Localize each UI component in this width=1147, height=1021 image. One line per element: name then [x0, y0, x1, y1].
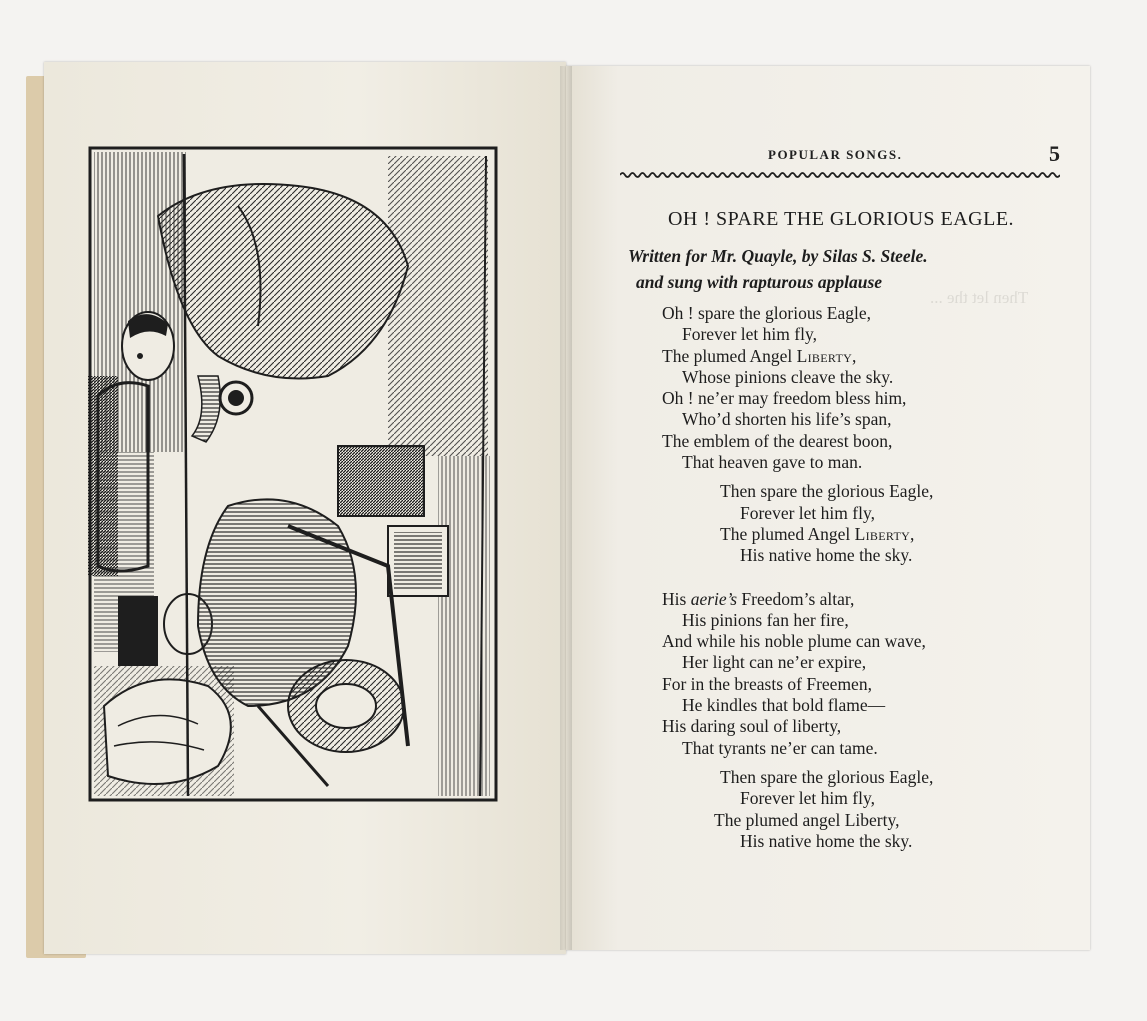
verse-line: And while his noble plume can wave, [662, 631, 926, 652]
bleed-through: Then let the ... [930, 288, 1029, 307]
wavy-rule [620, 171, 1060, 179]
verse-line [662, 346, 1086, 367]
book-gutter [560, 66, 572, 950]
verse-text: Freedom’s altar, [737, 588, 855, 609]
verse-text: His [662, 588, 691, 609]
verse-small-caps: Liberty [796, 345, 853, 366]
song-byline-note: and sung with rapturous applause [636, 272, 883, 292]
verse-line: His pinions fan her fire, [682, 609, 849, 630]
song-byline: Written for Mr. Quayle, by Silas S. Steele. [628, 246, 928, 266]
verse-text: , [910, 523, 915, 544]
verse-line: Whose pinions cleave the sky. [682, 366, 894, 387]
verse-line: Oh ! spare the glorious Eagle, [662, 303, 871, 323]
verse-line [662, 589, 1086, 610]
woodcut-illustration [88, 146, 498, 802]
stanza-2 [596, 589, 1086, 759]
verse-text: The plumed Angel [662, 345, 797, 366]
chorus-line: The plumed angel Liberty, [714, 809, 900, 830]
verse-line: Who’d shorten his life’s span, [682, 409, 892, 430]
chorus-line: Then spare the glorious Eagle, [720, 481, 934, 502]
chorus-line: His native home the sky. [740, 830, 913, 851]
chorus-line: His native home the sky. [740, 545, 913, 566]
song-text [596, 198, 1086, 852]
verse-line: He kindles that bold flame— [682, 695, 886, 716]
chorus-1 [596, 481, 1086, 566]
verse-line: That heaven gave to man. [682, 452, 863, 473]
chorus-line: Then spare the glorious Eagle, [720, 766, 934, 787]
verse-line: For in the breasts of Freemen, [662, 673, 872, 694]
verse-italic: aerie’s [690, 588, 738, 609]
verse-line: Her light can ne’er expire, [682, 652, 867, 673]
verse-small-caps: Liberty [854, 523, 911, 544]
verse-text: The plumed Angel [720, 523, 855, 544]
running-head [620, 141, 1060, 171]
chorus-line: Forever let him fly, [740, 788, 875, 809]
verse-line: That tyrants ne’er can tame. [682, 737, 878, 758]
verse-line: His daring soul of liberty, [662, 716, 842, 737]
chorus-line [720, 524, 1086, 545]
running-title: POPULAR SONGS. [768, 147, 903, 162]
verse-text: , [852, 345, 857, 366]
verse-line: The emblem of the dearest boon, [662, 430, 893, 451]
chorus-2 [596, 767, 1086, 852]
page-number: 5 [1049, 141, 1060, 166]
song-title: OH ! SPARE THE GLORIOUS EAGLE. [667, 208, 1015, 230]
verse-line: Forever let him fly, [682, 324, 817, 345]
stanza-1 [596, 303, 1086, 473]
chorus-line: Forever let him fly, [740, 502, 875, 523]
verse-line: Oh ! ne’er may freedom bless him, [662, 388, 907, 409]
